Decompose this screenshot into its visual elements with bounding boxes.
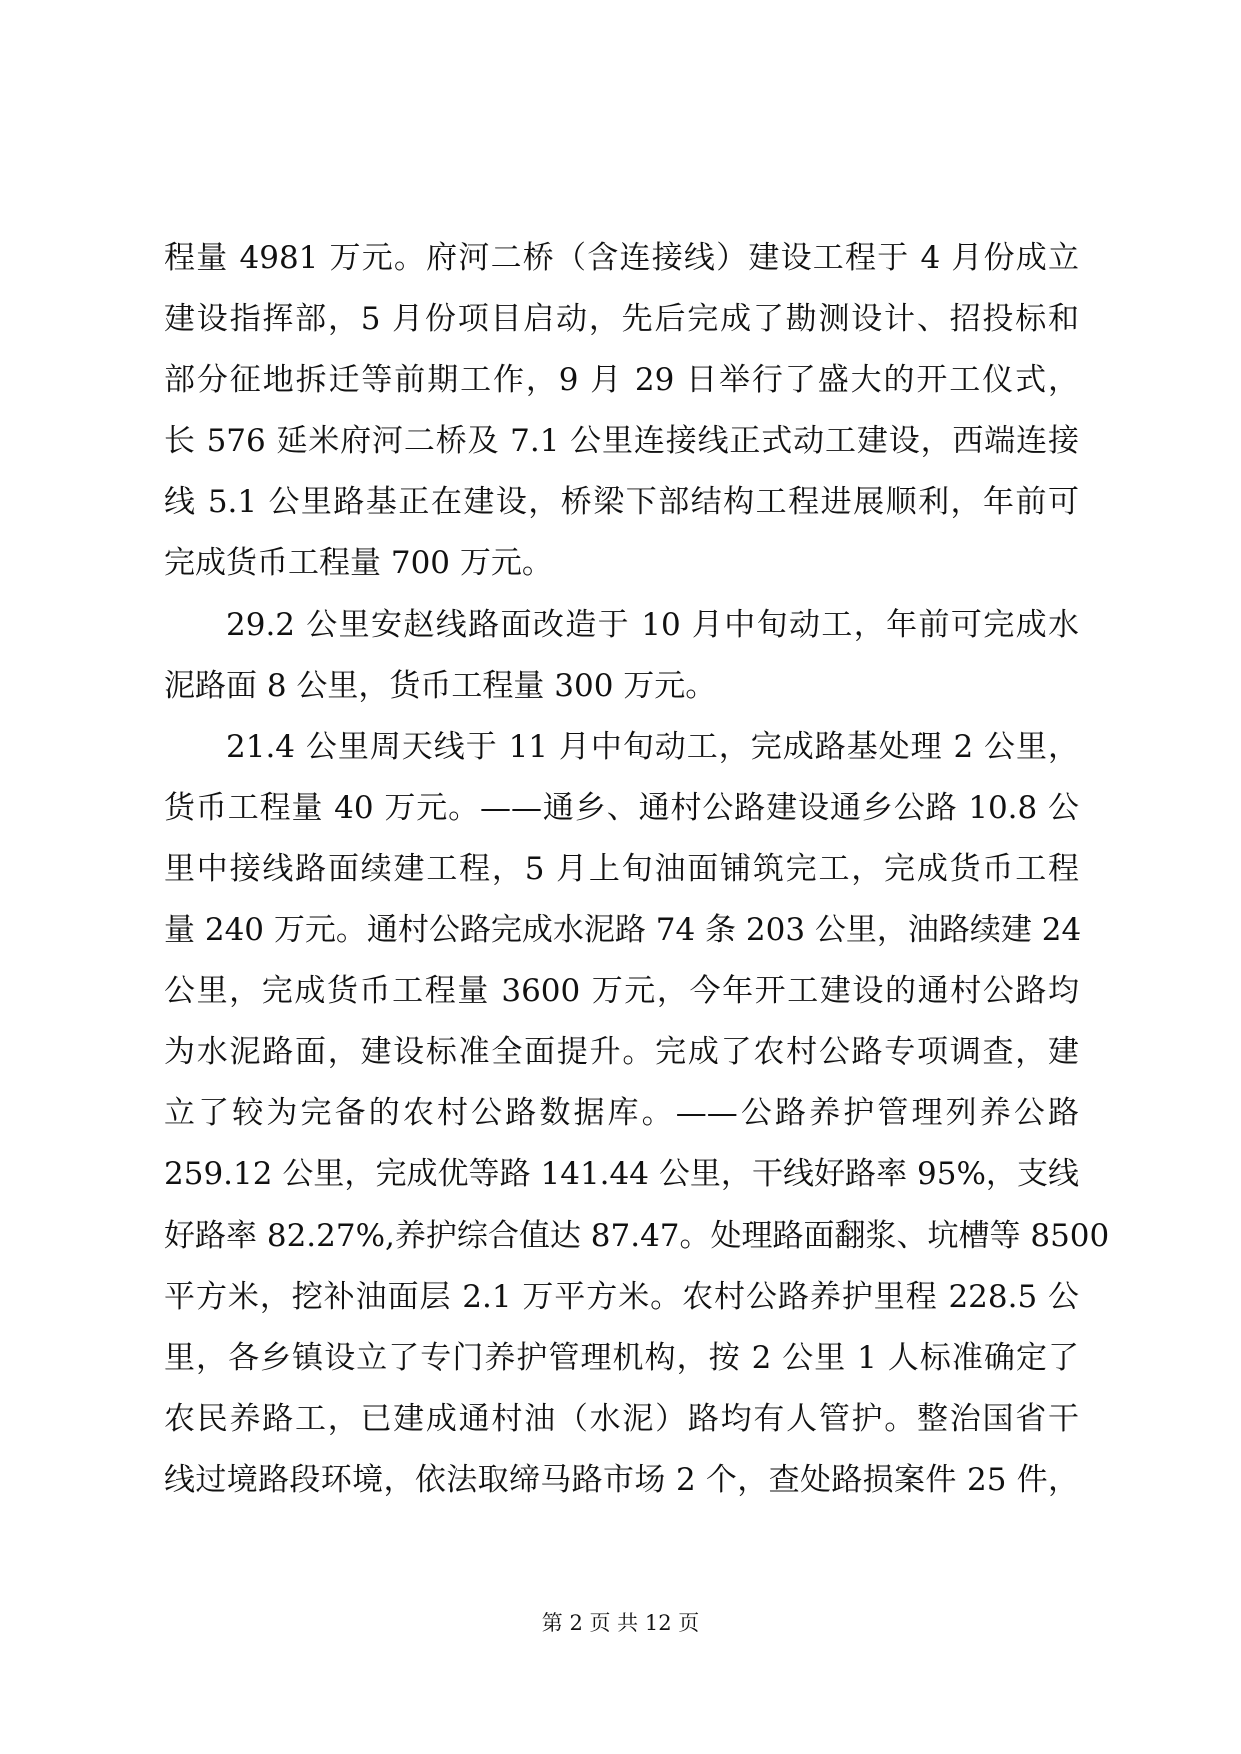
text-line: 为水泥路面，建设标准全面提升。完成了农村公路专项调查，建 <box>164 1034 1079 1071</box>
text-line: 建设指挥部，5 月份项目启动，先后完成了勘测设计、招投标和 <box>164 301 1079 338</box>
text-line: 里中接线路面续建工程，5 月上旬油面铺筑完工，完成货币工程 <box>164 850 1079 887</box>
text-line: 线 5.1 公里路基正在建设，桥梁下部结构工程进展顺利，年前可 <box>164 484 1079 521</box>
text-line: 农民养路工，已建成通村油（水泥）路均有人管护。整治国省干 <box>164 1400 1079 1437</box>
body-text <box>164 228 1110 1511</box>
text-line: 21.4 公里周天线于 11 月中旬动工，完成路基处理 2 公里， <box>226 728 1079 765</box>
page-footer: 第 2 页 共 12 页 <box>541 1611 700 1635</box>
text-line: 立了较为完备的农村公路数据库。——公路养护管理列养公路 <box>164 1095 1079 1132</box>
text-line: 泥路面 8 公里，货币工程量 300 万元。 <box>164 667 717 704</box>
text-line: 平方米，挖补油面层 2.1 万平方米。农村公路养护里程 228.5 公 <box>164 1278 1079 1315</box>
text-line: 公里，完成货币工程量 3600 万元，今年开工建设的通村公路均 <box>164 973 1079 1010</box>
text-line: 29.2 公里安赵线路面改造于 10 月中旬动工，年前可完成水 <box>226 606 1079 643</box>
text-line: 长 576 延米府河二桥及 7.1 公里连接线正式动工建设，西端连接 <box>164 423 1079 460</box>
text-line: 货币工程量 40 万元。——通乡、通村公路建设通乡公路 10.8 公 <box>164 789 1079 826</box>
text-line: 259.12 公里，完成优等路 141.44 公里，干线好路率 95%，支线 <box>164 1156 1079 1193</box>
text-line: 量 240 万元。通村公路完成水泥路 74 条 203 公里，油路续建 24 <box>164 912 1082 949</box>
text-line: 部分征地拆迁等前期工作，9 月 29 日举行了盛大的开工仪式， <box>164 362 1079 399</box>
text-line: 线过境路段环境，依法取缔马路市场 2 个，查处路损案件 25 件， <box>164 1461 1079 1498</box>
text-line: 完成货币工程量 700 万元。 <box>164 545 553 582</box>
text-line: 好路率 82.27%,养护综合值达 87.47。处理路面翻浆、坑槽等 8500 <box>164 1217 1110 1254</box>
text-line: 程量 4981 万元。府河二桥（含连接线）建设工程于 4 月份成立 <box>164 240 1079 276</box>
text-line: 里，各乡镇设立了专门养护管理机构，按 2 公里 1 人标准确定了 <box>164 1339 1079 1376</box>
